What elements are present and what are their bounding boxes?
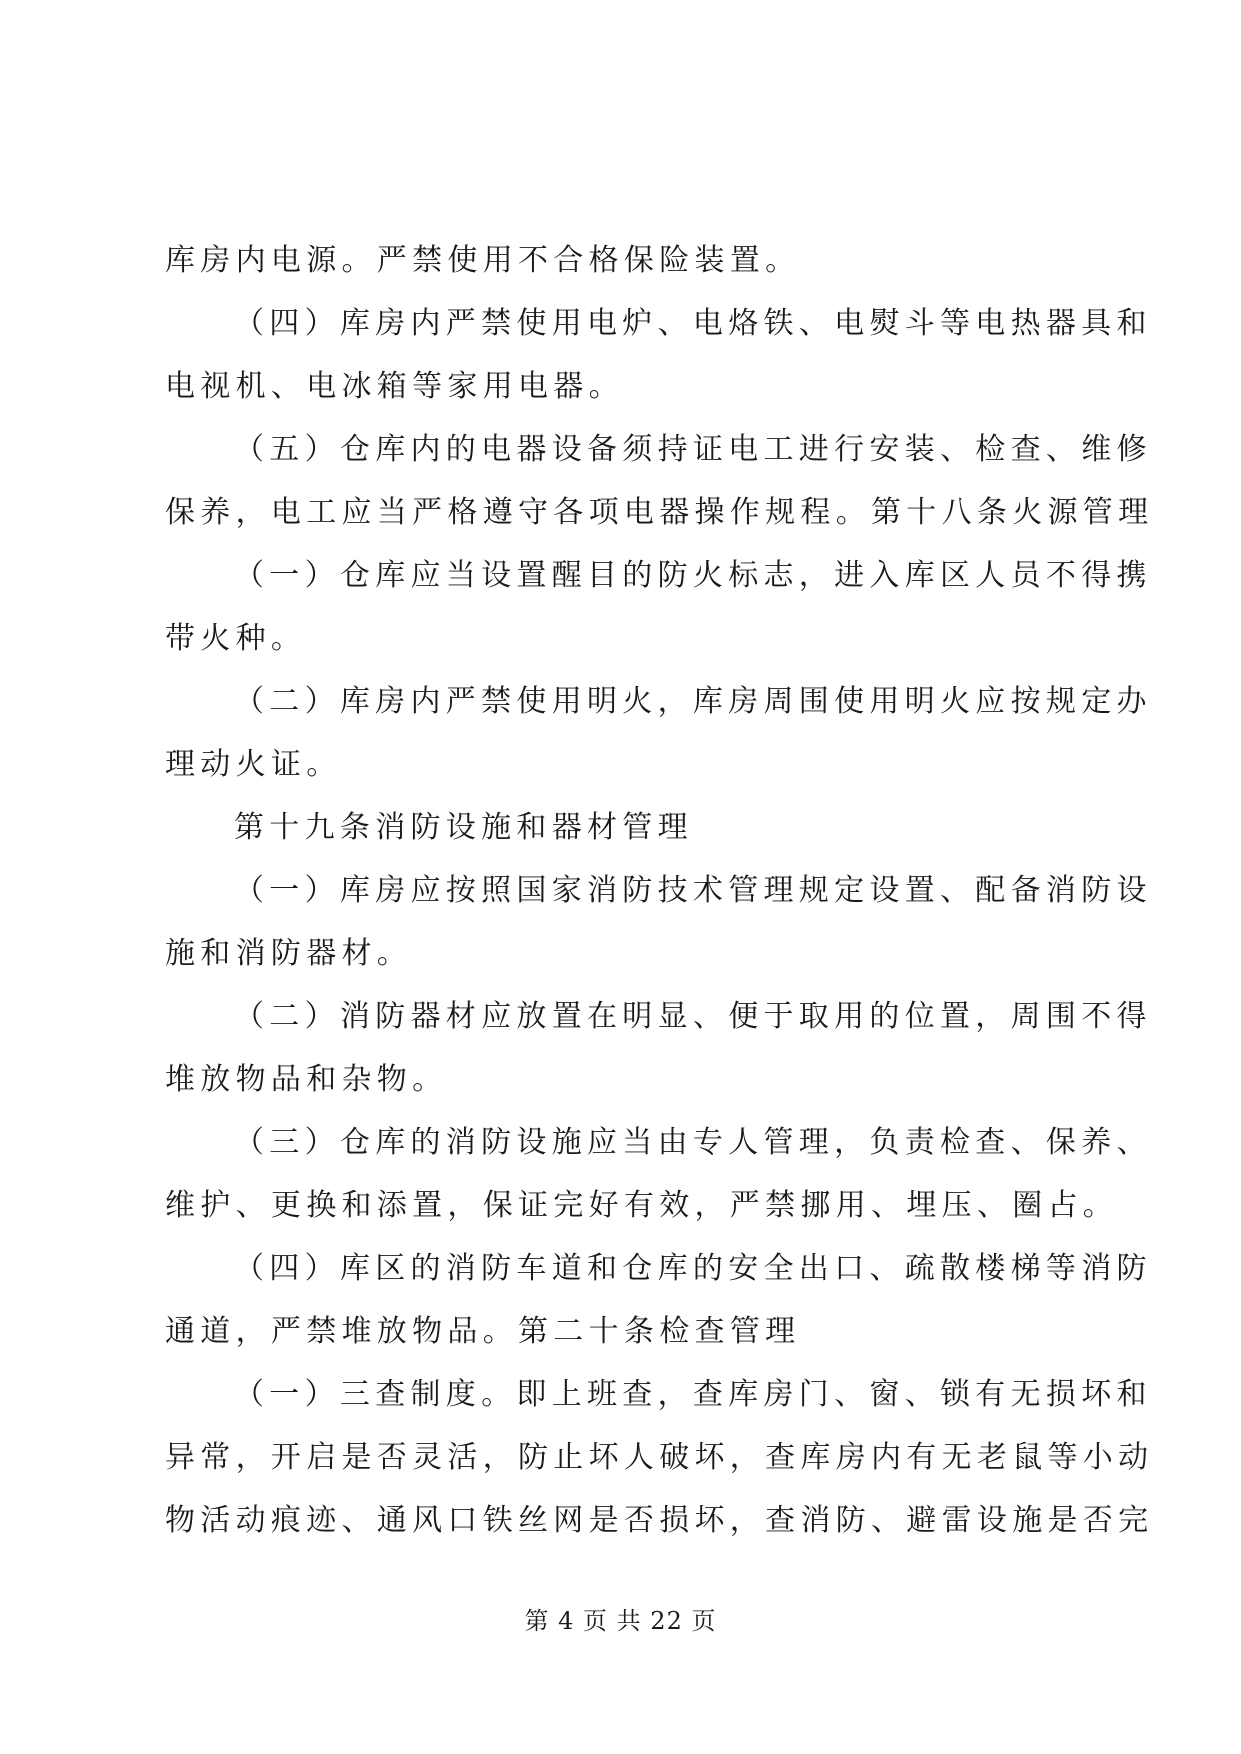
text-line: （三）仓库的消防设施应当由专人管理，负责检查、保养、 — [234, 1125, 1152, 1160]
text-line: （二）消防器材应放置在明显、便于取用的位置，周围不得 — [234, 999, 1152, 1034]
text-line: 堆放物品和杂物。 — [165, 1062, 448, 1097]
text-line: 保养，电工应当严格遵守各项电器操作规程。第十八条火源管理 — [165, 495, 1154, 530]
text-line: 异常，开启是否灵活，防止坏人破坏，查库房内有无老鼠等小动 — [165, 1440, 1154, 1475]
text-line: 理动火证。 — [165, 747, 342, 782]
text-line: 库房内电源。严禁使用不合格保险装置。 — [165, 243, 801, 278]
text-line: （一）库房应按照国家消防技术管理规定设置、配备消防设 — [234, 873, 1152, 908]
text-line: 物活动痕迹、通风口铁丝网是否损坏，查消防、避雷设施是否完 — [165, 1503, 1154, 1538]
text-line: 维护、更换和添置，保证完好有效，严禁挪用、埋压、圈占。 — [165, 1188, 1119, 1223]
text-line: 施和消防器材。 — [165, 936, 413, 971]
text-line: 通道，严禁堆放物品。第二十条检查管理 — [165, 1314, 801, 1349]
page-number-footer: 第 4 页 共 22 页 — [524, 1607, 717, 1635]
text-line: 带火种。 — [165, 621, 307, 656]
text-line: （一）三查制度。即上班查，查库房门、窗、锁有无损坏和 — [234, 1377, 1152, 1412]
text-line: （四）库房内严禁使用电炉、电烙铁、电熨斗等电热器具和 — [234, 306, 1152, 341]
text-line: （五）仓库内的电器设备须持证电工进行安装、检查、维修 — [234, 432, 1152, 467]
text-line: 电视机、电冰箱等家用电器。 — [165, 369, 624, 404]
text-line: （二）库房内严禁使用明火，库房周围使用明火应按规定办 — [234, 684, 1152, 719]
section-heading: 第十九条消防设施和器材管理 — [234, 810, 693, 845]
document-body — [165, 229, 1154, 1552]
text-line: （四）库区的消防车道和仓库的安全出口、疏散楼梯等消防 — [234, 1251, 1152, 1286]
text-line: （一）仓库应当设置醒目的防火标志，进入库区人员不得携 — [234, 558, 1152, 593]
